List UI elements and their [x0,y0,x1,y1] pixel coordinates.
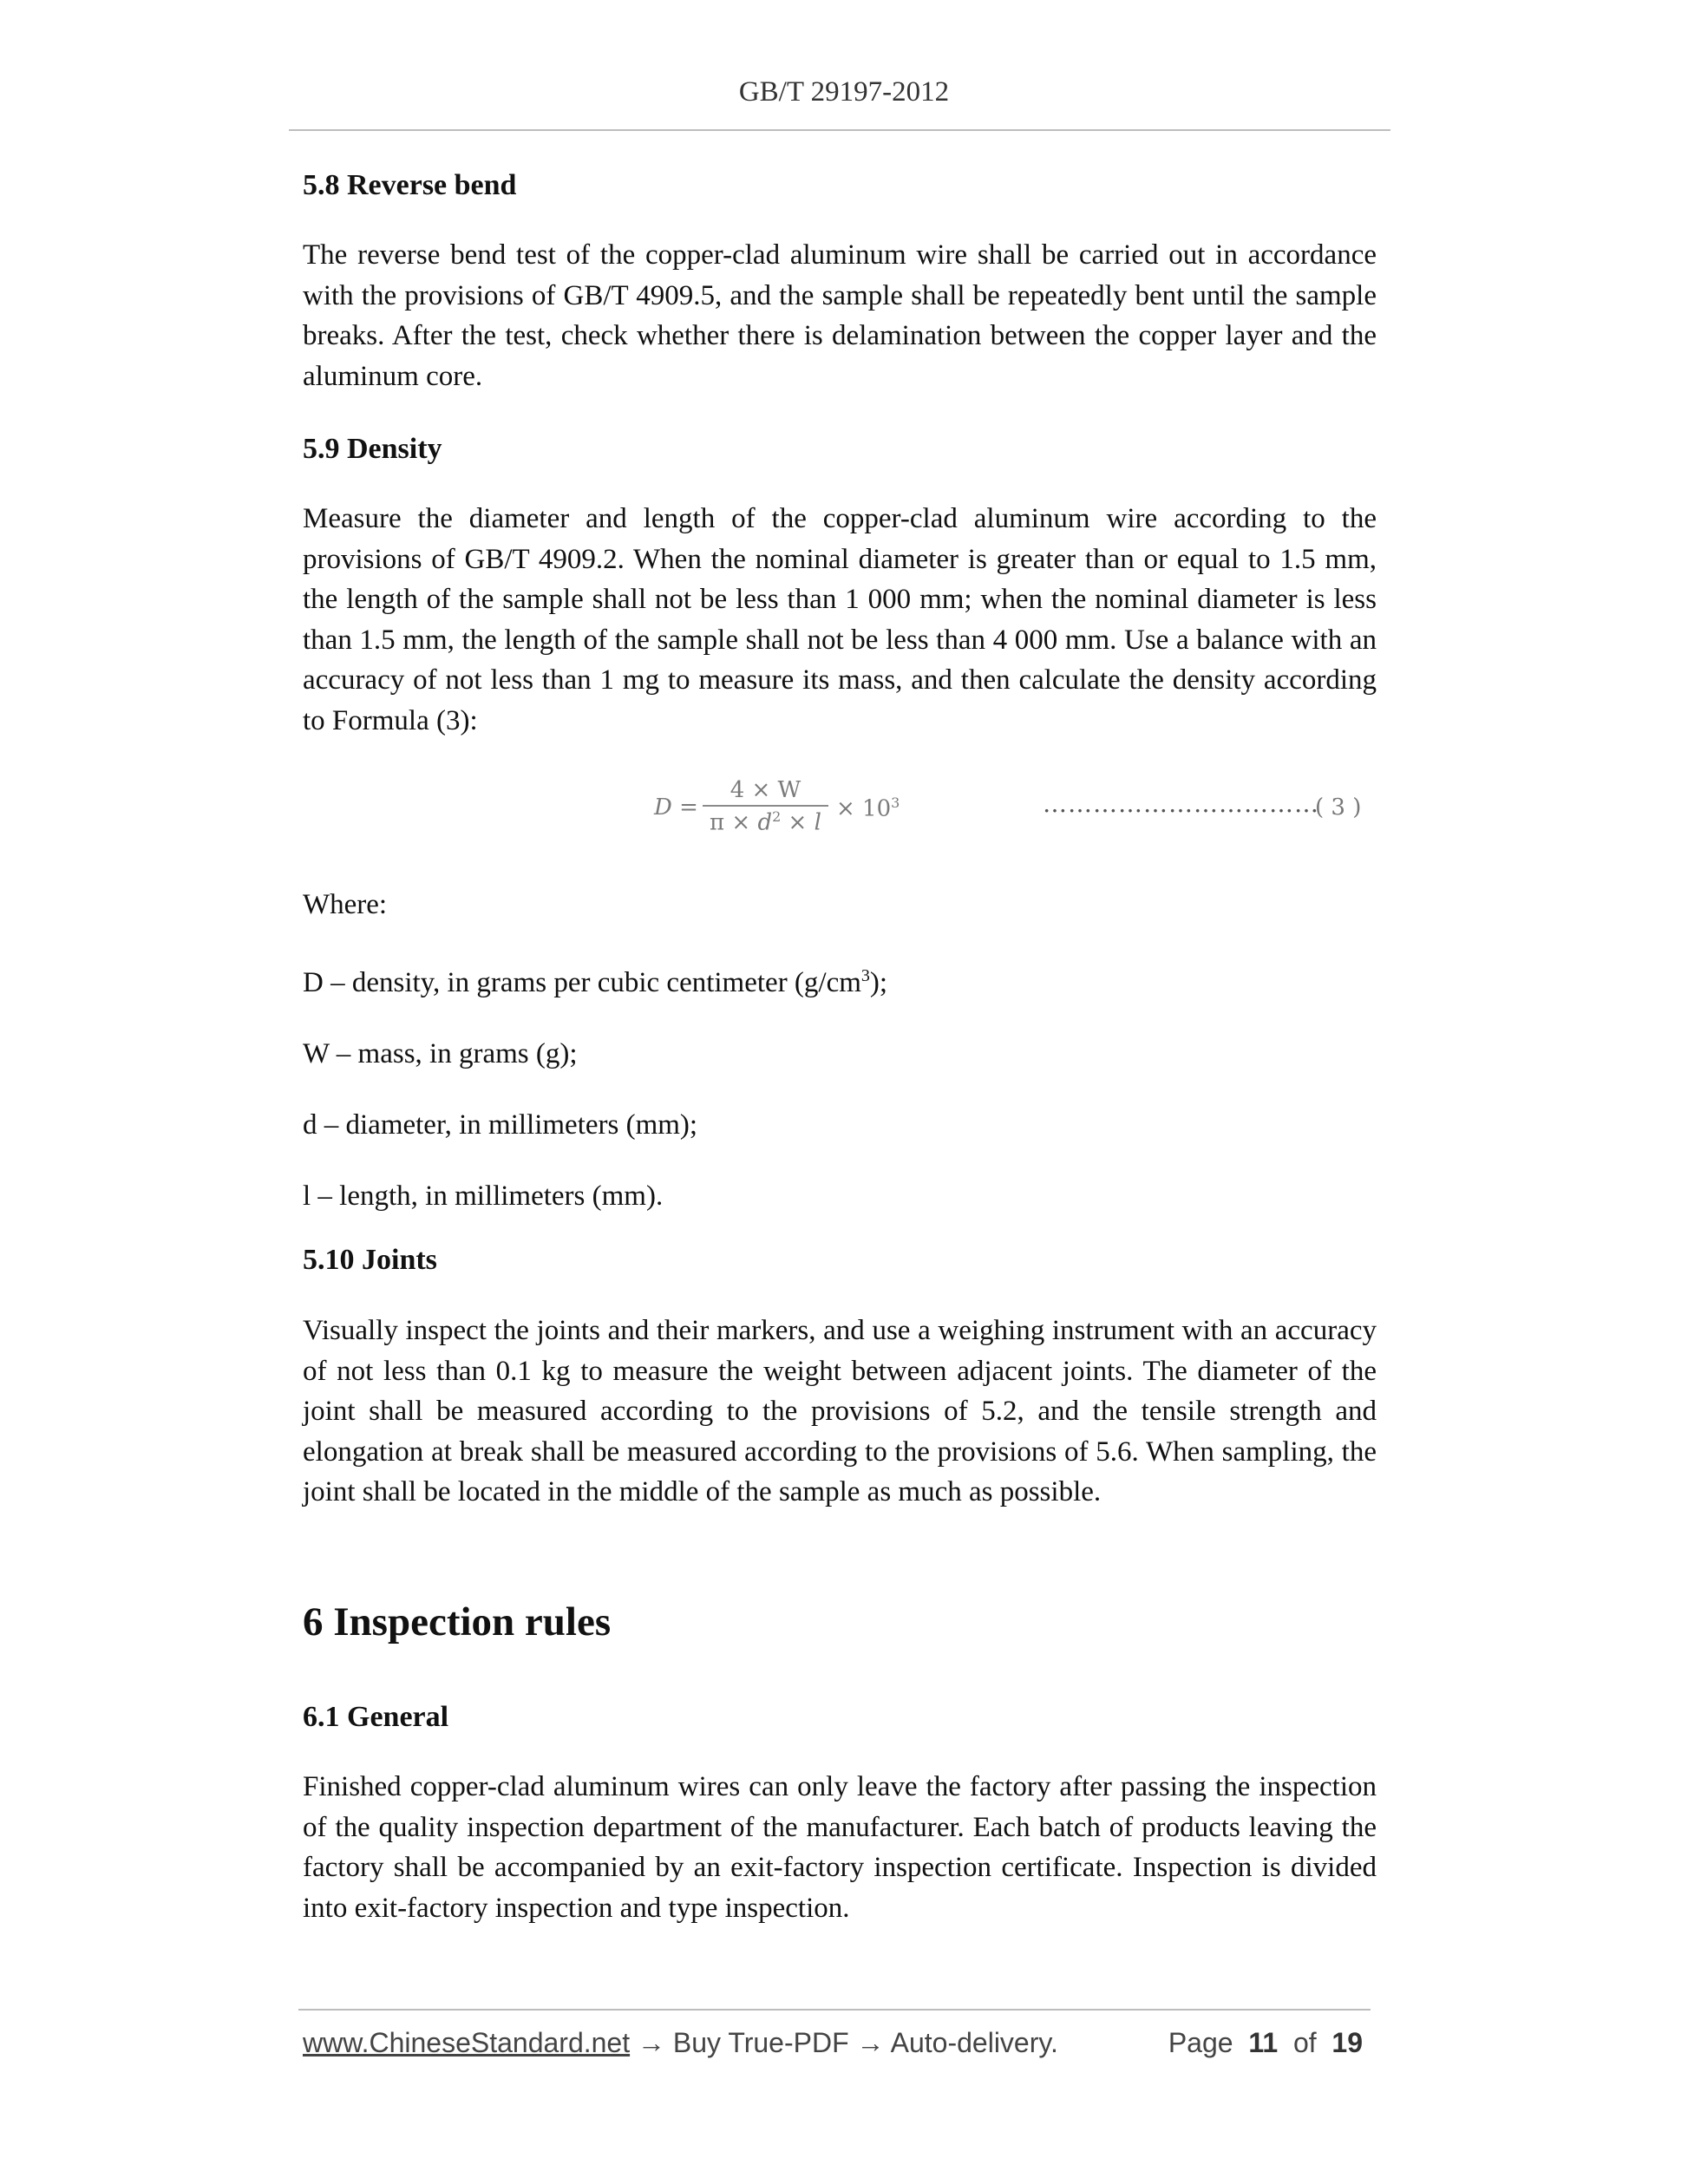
multiplier-base: × 10 [836,795,892,822]
paragraph: Measure the diameter and length of the copper-clad aluminum wire according to the provisions of GB/T 4909.2. When the nominal diameter is greater than or equal to 1.5 mm, the length of the sample shall not be less than 1 000 mm; when the nominal diameter is less than 1.5 mm, the length of the sample shall not be less than 4 000 mm. Use a balance with an accuracy of not less than 1 mg to measure its mass, and then calculate the density according to Formula (3): [303,503,1377,736]
section-heading: 5.8 Reverse bend [303,169,517,201]
buy-text: Buy True-PDF [672,2027,849,2058]
header-divider [289,129,1390,131]
page-word: Page [1168,2027,1233,2058]
section-heading: 5.10 Joints [303,1244,437,1276]
arrow-icon: → [638,2027,665,2058]
denominator-exponent: 2 [772,808,782,825]
definition-mass: W – mass, in grams (g); [303,1038,578,1069]
formula-denominator [703,808,828,836]
paragraph: The reverse bend test of the copper-clad aluminum wire shall be carried out in accordance with the provisions of GB/T 4909.5, and the sample shall be repeatedly bent until the sample breaks. After the test, check whether there is delamination between the copper layer and the aluminum core. [303,239,1377,392]
footer-links [303,2027,1058,2059]
where-label: Where: [303,889,388,920]
page-current: 11 [1248,2027,1279,2058]
page-footer [303,2027,1377,2065]
paragraph: Visually inspect the joints and their markers, and use a weighing instrument with an accuracy of not less than 0.1 kg to measure the weight between adjacent joints. The diameter of the joint shall be measured according to the provisions of 5.2, and the tensile strength and elongation at break shall be measured according to the provisions of 5.6. When sampling, the joint shall be located in the middle of the sample as much as possible. [303,1315,1377,1507]
section-5-8 [303,168,1377,204]
section-6-1-body [303,1767,1377,1928]
page-header-title: GB/T 29197-2012 [738,76,950,108]
section-5-8-body [303,235,1377,396]
page-indicator [1168,2027,1363,2059]
site-link[interactable]: www.ChineseStandard.net [303,2027,631,2058]
definition-density [303,956,1377,1003]
section-5-9 [303,432,1377,468]
denominator-rest: × l [781,809,821,836]
of-word: of [1292,2027,1317,2058]
formula-numerator: 4 × W [730,777,801,803]
section-heading: 6.1 General [303,1701,449,1733]
paragraph: Finished copper-clad aluminum wires can only leave the factory after passing the inspection of the quality inspection department of the manufacturer. Each batch of products leaving the factory shall be accompanied by an exit-factory inspection certificate. Inspection is divided into exit-factory inspection and type inspection. [303,1771,1377,1924]
denominator-d: d [757,809,773,836]
denominator-pi: π × [710,809,758,836]
where-block [303,885,1377,1216]
section-5-9-body [303,499,1377,741]
formula-fraction [703,777,828,836]
fraction-bar [703,805,828,807]
section-heading: 5.9 Density [303,433,442,465]
formula-number: ( 3 ) [1315,794,1362,821]
arrow-icon: → [856,2027,885,2058]
formula-multiplier [836,794,900,822]
definition-density-text: D – density, in grams per cubic centimeter (g/cm [303,967,861,998]
definition-density-exponent: 3 [860,966,870,985]
page-total: 19 [1331,2027,1363,2058]
density-formula [642,763,1388,859]
definition-density-end: ); [869,967,888,998]
footer-divider [298,2009,1371,2011]
section-6-1 [303,1700,1377,1736]
section-6 [303,1600,1377,1645]
section-5-10 [303,1243,1377,1278]
definition-length: l – length, in millimeters (mm). [303,1180,664,1212]
formula-lhs: D = [654,794,698,821]
delivery-text: Auto-delivery. [890,2027,1058,2058]
chapter-heading: 6 Inspection rules [303,1599,612,1645]
multiplier-exponent: 3 [891,794,900,811]
definition-diameter: d – diameter, in millimeters (mm); [303,1109,698,1141]
section-5-10-body [303,1311,1377,1513]
formula-leader-dots: …………………………… [1043,789,1319,818]
